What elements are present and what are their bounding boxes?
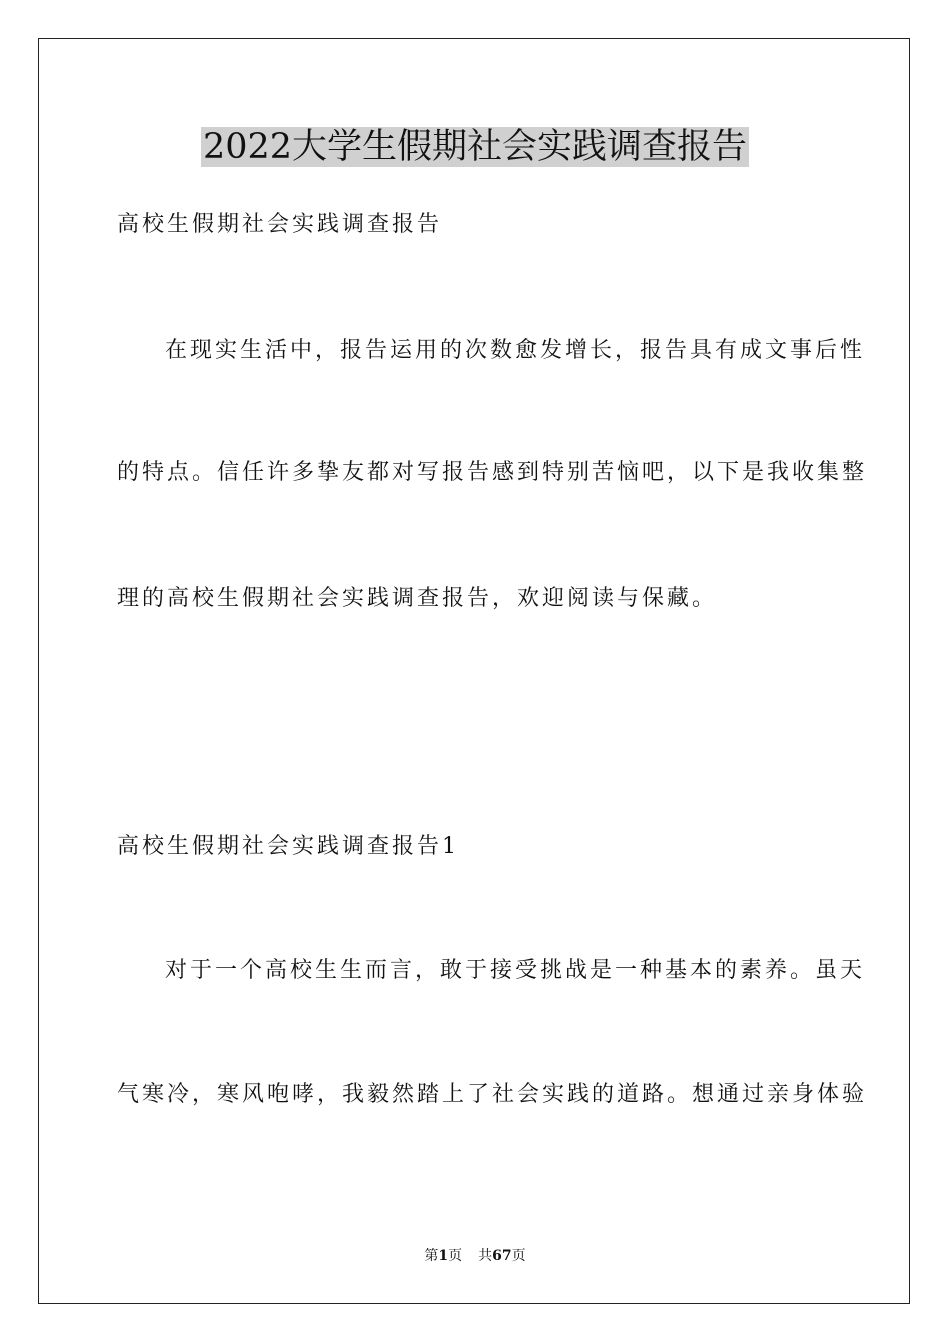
document-title <box>0 124 950 170</box>
paragraph-line: 的特点。信任许多挚友都对写报告感到特别苦恼吧，以下是我收集整 <box>117 460 868 485</box>
paragraph-line: 气寒冷，寒风咆哮，我毅然踏上了社会实践的道路。想通过亲身体验 <box>117 1082 868 1107</box>
section-heading: 高校生假期社会实践调查报告1 <box>117 834 459 859</box>
footer-page-number: 1 <box>438 1248 449 1264</box>
footer-page-prefix: 第 <box>424 1248 439 1264</box>
footer-total-prefix: 共 <box>478 1248 493 1264</box>
subtitle-line: 高校生假期社会实践调查报告 <box>117 212 443 237</box>
footer-total-pages: 67 <box>492 1248 512 1264</box>
paragraph-line: 理的高校生假期社会实践调查报告，欢迎阅读与保藏。 <box>117 586 718 611</box>
document-title-text: 2022大学生假期社会实践调查报告 <box>202 127 748 167</box>
page-footer <box>0 1246 950 1266</box>
footer-total-suffix: 页 <box>511 1248 526 1264</box>
footer-page-suffix: 页 <box>448 1248 463 1264</box>
paragraph-line: 在现实生活中，报告运用的次数愈发增长，报告具有成文事后性 <box>165 338 866 363</box>
paragraph-line: 对于一个高校生生而言，敢于接受挑战是一种基本的素养。虽天 <box>165 958 866 983</box>
